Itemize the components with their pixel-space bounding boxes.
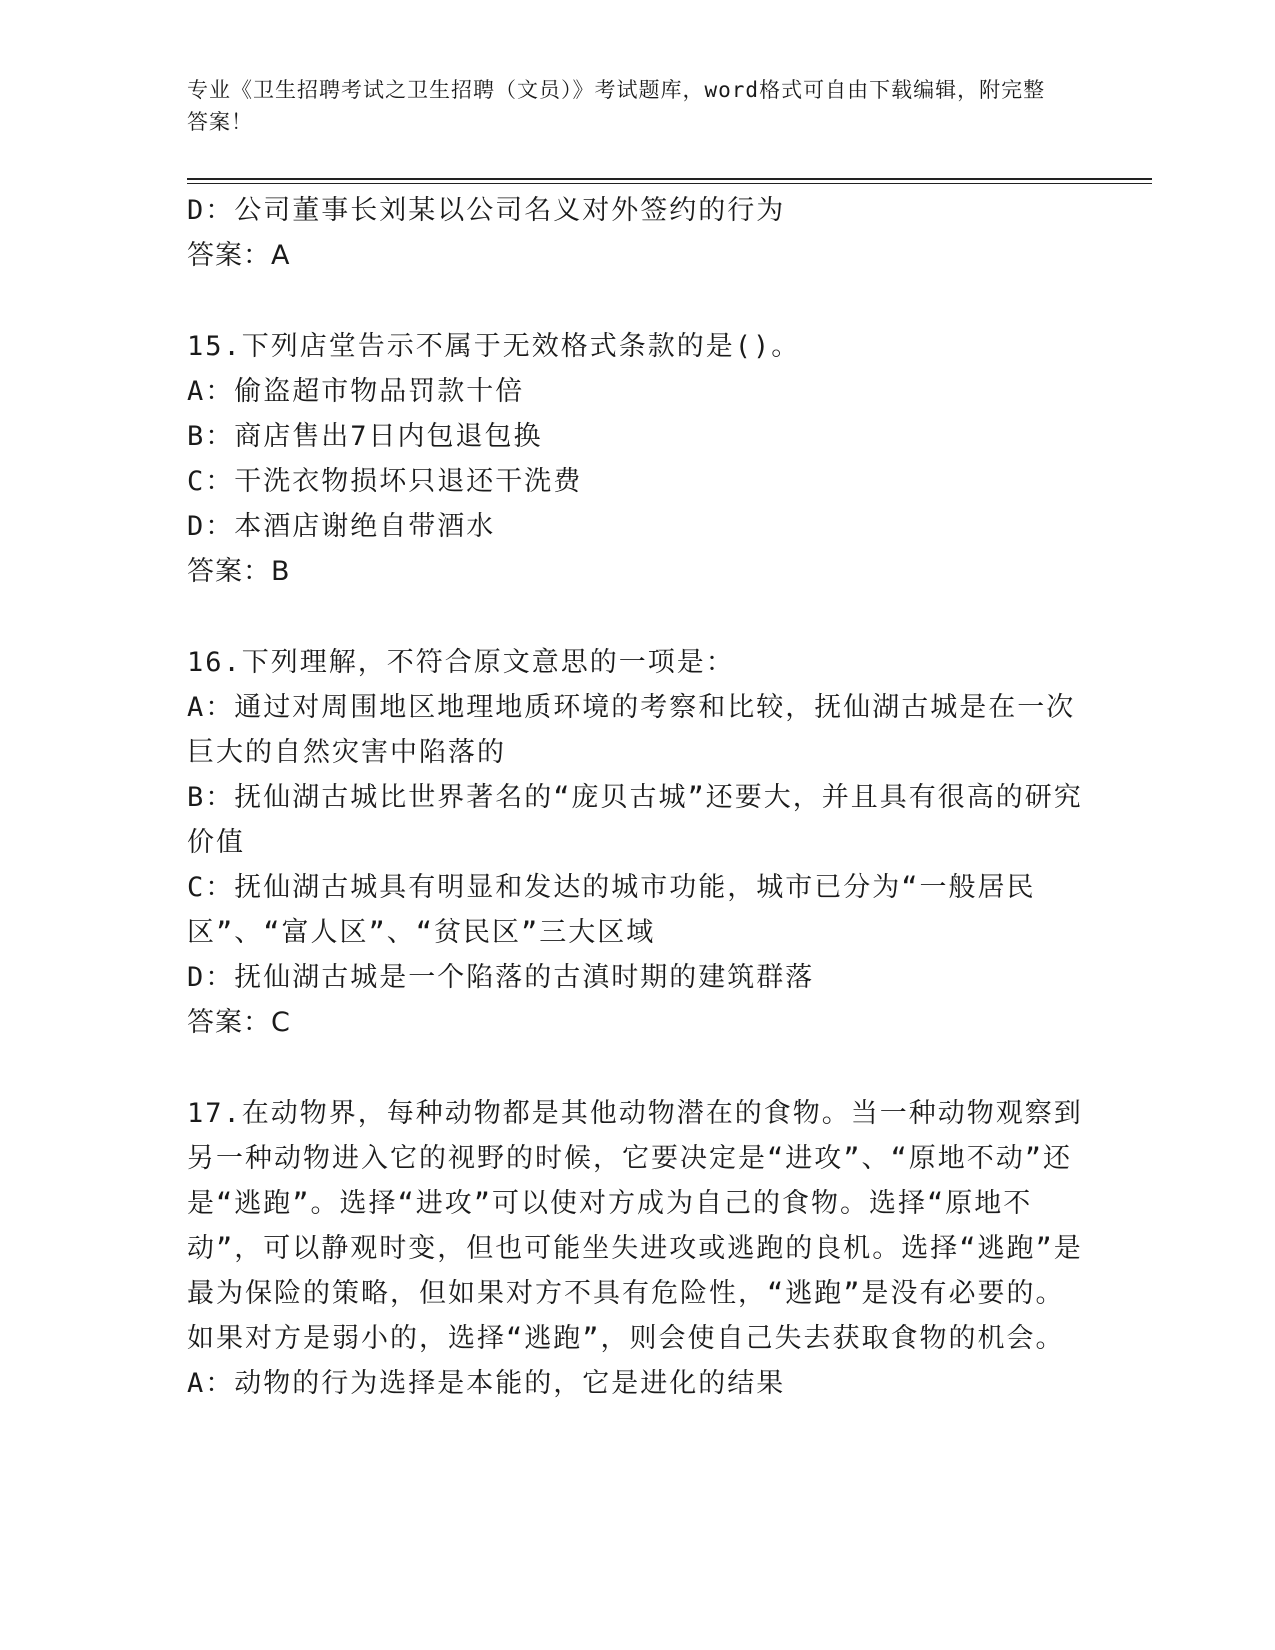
option-c: C：干洗衣物损坏只退还干洗费	[187, 466, 583, 497]
option-d: D：抚仙湖古城是一个陷落的古滇时期的建筑群落	[187, 962, 815, 993]
question-stem: 16.下列理解，不符合原文意思的一项是：	[187, 647, 735, 678]
answer-line: 答案：B	[187, 556, 291, 587]
option-d: D：公司董事长刘某以公司名义对外签约的行为	[187, 195, 786, 226]
option-d: D：本酒店谢绝自带酒水	[187, 511, 496, 542]
question-stem: 15.下列店堂告示不属于无效格式条款的是()。	[187, 331, 801, 362]
option-a: A：偷盗超市物品罚款十倍	[187, 376, 525, 407]
question-block-14-tail	[187, 188, 1087, 278]
option-a: A：动物的行为选择是本能的，它是进化的结果	[187, 1368, 786, 1399]
question-block-17	[187, 1091, 1087, 1406]
page-header: 专业《卫生招聘考试之卫生招聘（文员）》考试题库，word格式可自由下载编辑，附完整答案！	[187, 78, 1046, 134]
spacer	[187, 278, 1087, 324]
spacer	[187, 1045, 1087, 1091]
header-rule-thin	[187, 183, 1152, 184]
question-stem: 17.在动物界，每种动物都是其他动物潜在的食物。当一种动物观察到另一种动物进入它的视野的时候，它要决定是“进攻”、“原地不动”还是“逃跑”。选择“进攻”可以使对方成为自己的食物。选择“原地不动”，可以静观时变，但也可能坐失进攻或逃跑的良机。选择“逃跑”是最为保险的策略，但如果对方不具有危险性，“逃跑”是没有必要的。如果对方是弱小的，选择“逃跑”，则会使自己失去获取食物的机会。	[187, 1098, 1083, 1354]
option-c: C：抚仙湖古城具有明显和发达的城市功能，城市已分为“一般居民区”、“富人区”、“贫民区”三大区域	[187, 872, 1036, 948]
question-block-15	[187, 324, 1087, 594]
answer-line: 答案：A	[187, 240, 291, 271]
option-b: B：抚仙湖古城比世界著名的“庞贝古城”还要大，并且具有很高的研究价值	[187, 782, 1083, 858]
option-b: B：商店售出7日内包退包换	[187, 421, 543, 452]
question-content	[187, 188, 1087, 1406]
spacer	[187, 594, 1087, 640]
option-a: A：通过对周围地区地理地质环境的考察和比较，抚仙湖古城是在一次巨大的自然灾害中陷落的	[187, 692, 1076, 768]
header-rule-thick	[187, 178, 1152, 180]
answer-line: 答案：C	[187, 1007, 291, 1038]
question-block-16	[187, 640, 1087, 1045]
